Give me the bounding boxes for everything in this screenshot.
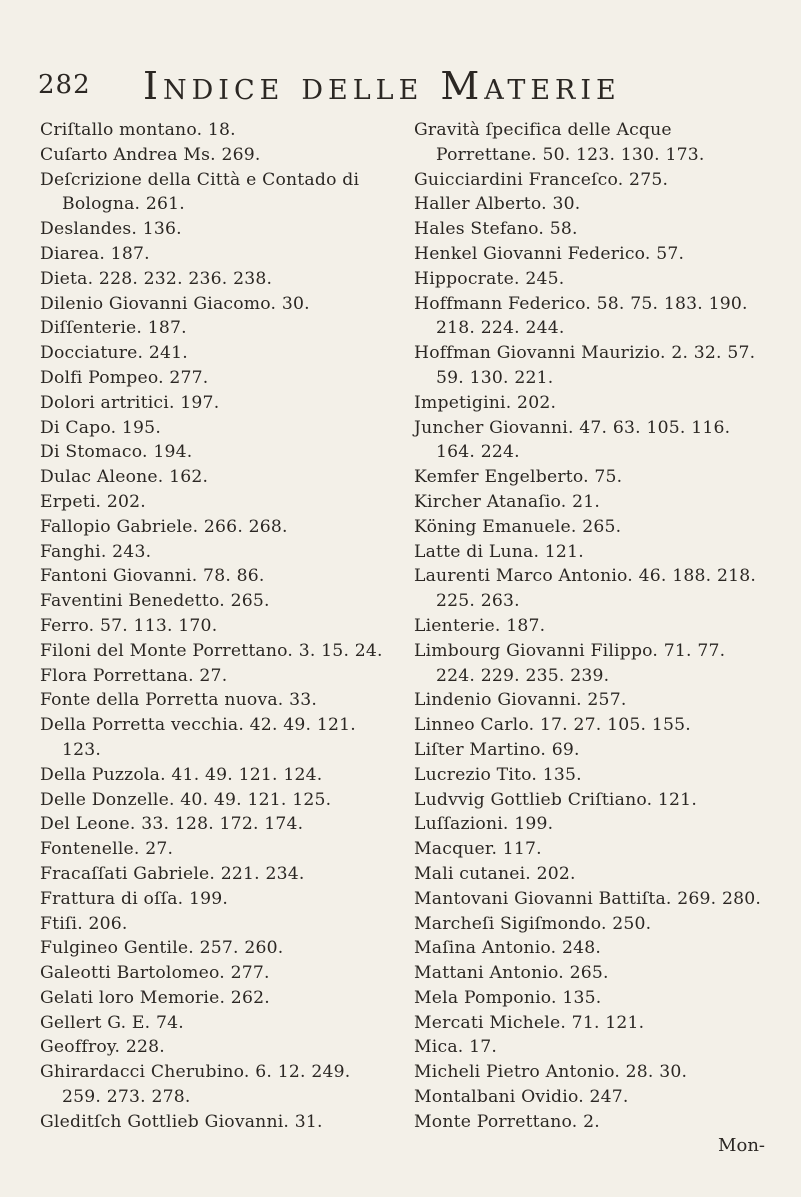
index-entry: Marcheſi Sigiſmondo. 250. (414, 913, 652, 934)
index-entry: Latte di Luna. 121. (414, 541, 584, 562)
index-entry: Hippocrate. 245. (414, 268, 565, 289)
index-entry: Dolori artritici. 197. (40, 392, 220, 413)
index-entry: Gelati loro Memorie. 262. (40, 987, 270, 1008)
index-entry: Ftiſi. 206. (40, 913, 128, 934)
index-entry: Monte Porrettano. 2. (414, 1111, 600, 1132)
index-entry: Kircher Atanaſio. 21. (414, 491, 601, 512)
index-entry: Cuſarto Andrea Ms. 269. (40, 144, 261, 165)
index-entry: Delle Donzelle. 40. 49. 121. 125. (40, 789, 332, 810)
index-entry: Köning Emanuele. 265. (414, 516, 622, 537)
index-entry: Mali cutanei. 202. (414, 863, 576, 884)
index-entry: Hoffman Giovanni Maurizio. 2. 32. 57. 59. 130. 221. (414, 343, 756, 388)
index-entry: Criſtallo montano. 18. (40, 120, 236, 140)
running-title: Indice delle Materie (143, 64, 621, 108)
index-entry: Hoffmann Federico. 58. 75. 183. 190. 218. 224. 244. (414, 293, 748, 339)
page-header (38, 62, 778, 108)
index-entry: Impetigini. 202. (414, 392, 557, 413)
index-entry: Haller Alberto. 30. (414, 194, 581, 215)
page-number: 282 (38, 70, 91, 100)
catchword: Mon- (718, 1135, 765, 1156)
index-entry: Fantoni Giovanni. 78. 86. (40, 566, 265, 587)
index-entry: Lienterie. 187. (414, 615, 546, 636)
index-entry: Galeotti Bartolomeo. 277. (40, 963, 270, 984)
index-entry: Diſſenterie. 187. (40, 318, 187, 339)
index-entry: Mantovani Giovanni Battiſta. 269. 280. (414, 888, 762, 909)
index-entry: Juncher Giovanni. 47. 63. 105. 116. 164. 224. (414, 417, 731, 463)
index-entry: Guicciardini Franceſco. 275. (414, 169, 669, 190)
index-entry: Filoni del Monte Porrettano. 3. 15. 24. (40, 640, 383, 661)
index-entry: Dieta. 228. 232. 236. 238. (40, 268, 273, 289)
index-entry: Deslandes. 136. (40, 219, 182, 240)
index-entry: Di Stomaco. 194. (40, 442, 193, 463)
index-entry: Mela Pomponio. 135. (414, 987, 602, 1008)
index-entry: Gleditſch Gottlieb Giovanni. 31. (40, 1111, 323, 1132)
index-entry: Faventini Benedetto. 265. (40, 591, 270, 612)
index-entry: Fanghi. 243. (40, 541, 152, 562)
index-entry: Maſina Antonio. 248. (414, 938, 602, 959)
index-column-left (40, 118, 395, 1135)
index-entry: Di Capo. 195. (40, 417, 161, 438)
index-entry: Diarea. 187. (40, 243, 150, 264)
index-entry: Luſſazioni. 199. (414, 814, 554, 835)
index-entry: Dilenio Giovanni Giacomo. 30. (40, 293, 310, 314)
index-entry: Del Leone. 33. 128. 172. 174. (40, 814, 304, 835)
index-entry: Laurenti Marco Antonio. 46. 188. 218. 225. 263. (414, 566, 757, 612)
index-entry: Della Puzzola. 41. 49. 121. 124. (40, 764, 323, 785)
index-entry: Della Porretta vecchia. 42. 49. 121. 123. (40, 715, 356, 760)
index-entry: Lucrezio Tito. 135. (414, 764, 582, 785)
index-entry: Geoffroy. 228. (40, 1037, 165, 1058)
index-entry: Macquer. 117. (414, 839, 542, 860)
index-entry: Limbourg Giovanni Filippo. 71. 77. 224. 229. 235. 239. (414, 640, 726, 686)
index-entry: Docciature. 241. (40, 343, 188, 364)
index-entry: Mercati Michele. 71. 121. (414, 1012, 645, 1033)
index-entry: Lindenio Giovanni. 257. (414, 690, 627, 711)
index-entry: Gellert G. E. 74. (40, 1012, 184, 1033)
index-entry: Liſter Martino. 69. (414, 739, 580, 760)
index-entry: Mica. 17. (414, 1037, 498, 1058)
index-entry: Ludvvig Gottlieb Criſtiano. 121. (414, 789, 697, 810)
index-entry: Linneo Carlo. 17. 27. 105. 155. (414, 715, 691, 736)
index-entry: Montalbani Ovidio. 247. (414, 1087, 629, 1108)
index-entry: Henkel Giovanni Federico. 57. (414, 243, 685, 264)
index-entry: Ferro. 57. 113. 170. (40, 615, 218, 636)
index-entry: Micheli Pietro Antonio. 28. 30. (414, 1062, 688, 1083)
index-entry: Frattura di oſſa. 199. (40, 888, 229, 909)
index-entry: Fallopio Gabriele. 266. 268. (40, 516, 288, 537)
index-column-right (414, 118, 769, 1135)
index-entry: Fontenelle. 27. (40, 839, 174, 860)
index-entry: Dulac Aleone. 162. (40, 467, 209, 488)
index-entry: Fulgineo Gentile. 257. 260. (40, 938, 284, 959)
index-entry: Erpeti. 202. (40, 491, 146, 512)
index-entry: Hales Stefano. 58. (414, 219, 578, 240)
index-entry: Mattani Antonio. 265. (414, 963, 609, 984)
index-entry: Fonte della Porretta nuova. 33. (40, 690, 318, 711)
index-entry: Fracaſſati Gabriele. 221. 234. (40, 863, 305, 884)
index-entry: Kemfer Engelberto. 75. (414, 467, 623, 488)
index-entry: Flora Porrettana. 27. (40, 665, 228, 686)
index-entry: Dolfi Pompeo. 277. (40, 367, 209, 388)
index-entry: Ghirardacci Cherubino. 6. 12. 249. 259. 273. 278. (40, 1062, 351, 1108)
index-entry: Deſcrizione della Città e Contado di Bologna. 261. (40, 169, 360, 215)
index-entry: Gravità ſpecifica delle Acque Porrettane. 50. 123. 130. 173. (414, 120, 705, 165)
